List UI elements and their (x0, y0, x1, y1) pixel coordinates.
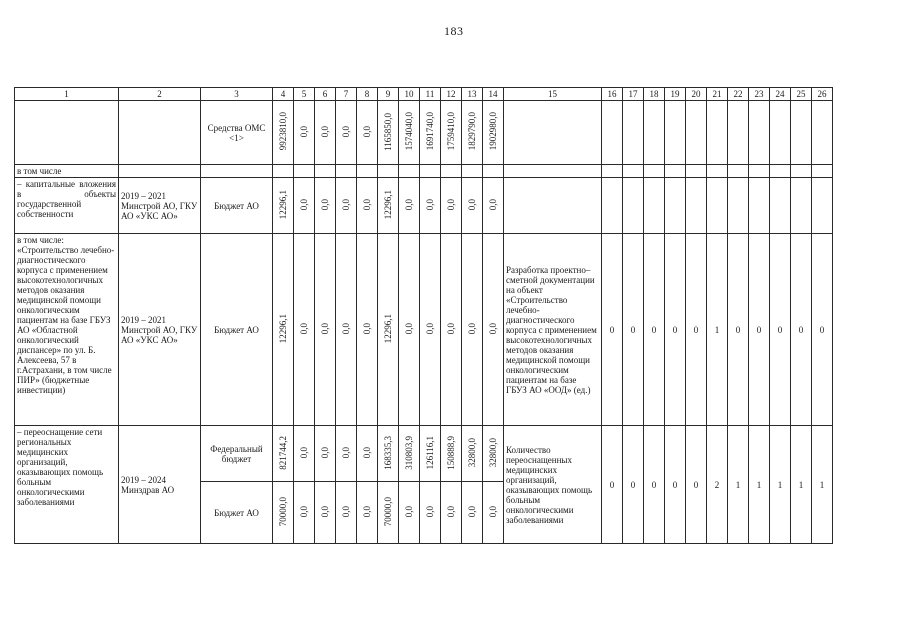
equipment-federal-col10 (399, 426, 420, 482)
capital-col5-text: 0,0 (299, 198, 309, 211)
header-col-10: 10 (399, 88, 420, 101)
capital-col10 (399, 178, 420, 234)
capital-col23 (749, 178, 770, 234)
construction-col14 (483, 234, 504, 426)
oms-col10 (399, 101, 420, 165)
capital-col6-text: 0,0 (320, 198, 330, 211)
capital-col16 (602, 178, 623, 234)
including-col4 (273, 165, 294, 178)
equipment-federal-col7 (336, 426, 357, 482)
equipment-target-col18: 0 (644, 426, 665, 544)
construction-executor: 2019 – 2021 Минстрой АО, ГКУ АО «УКС АО» (119, 234, 201, 426)
equipment-federal-col14-text: 32800,0 (488, 437, 498, 468)
oms-col14 (483, 101, 504, 165)
oms-col16 (602, 101, 623, 165)
construction-target-col20: 0 (686, 234, 707, 426)
equipment-regional-col4-text: 70000,0 (278, 496, 288, 527)
construction-target-col16: 0 (602, 234, 623, 426)
oms-col4 (273, 101, 294, 165)
construction-col9-text: 12296,1 (383, 313, 393, 344)
construction-col7 (336, 234, 357, 426)
including-col3 (201, 165, 273, 178)
header-col-8: 8 (357, 88, 378, 101)
capital-col22 (728, 178, 749, 234)
including-col13 (462, 165, 483, 178)
capital-col24 (770, 178, 791, 234)
equipment-federal-col9-text: 168335,3 (383, 435, 393, 470)
construction-col5-text: 0,0 (299, 322, 309, 335)
equipment-target-col22: 1 (728, 426, 749, 544)
including-col25 (791, 165, 812, 178)
equipment-regional-col5 (294, 482, 315, 544)
oms-col12-text: 1759410,0 (446, 112, 456, 151)
equipment-target-col16: 0 (602, 426, 623, 544)
capital-col11-text: 0,0 (425, 198, 435, 211)
capital-col21 (707, 178, 728, 234)
capital-executor: 2019 – 2021 Минстрой АО, ГКУ АО «УКС АО» (119, 178, 201, 234)
capital-col8-text: 0,0 (362, 198, 372, 211)
including-row (15, 165, 833, 178)
equipment-federal-col4-text: 821744,2 (278, 435, 288, 470)
capital-col10-text: 0,0 (404, 198, 414, 211)
equipment-federal-col7-text: 0,0 (341, 446, 351, 459)
equipment-target-col21: 2 (707, 426, 728, 544)
oms-col11 (420, 101, 441, 165)
capital-col11 (420, 178, 441, 234)
construction-indicator: Разработка проектно– сметной документации на объект «Строительство лечебно-диагностического корпуса с применением высокотехнологичных методов оказания медицинской помощи онкологическим пациентам на базе ГБУЗ АО «ООД» (ед.) (504, 234, 602, 426)
including-col21 (707, 165, 728, 178)
construction-col11-text: 0,0 (425, 322, 435, 335)
header-col-2: 2 (119, 88, 201, 101)
oms-col10-text: 1574040,0 (404, 112, 414, 151)
including-col11 (420, 165, 441, 178)
equipment-federal-col13-text: 32800,0 (467, 437, 477, 468)
equipment-regional-col11-text: 0,0 (425, 505, 435, 518)
oms-col7 (336, 101, 357, 165)
including-col20 (686, 165, 707, 178)
construction-col12-text: 0,0 (446, 322, 456, 335)
oms-col18 (644, 101, 665, 165)
oms-source: Средства ОМС <1> (201, 101, 273, 165)
construction-target-col26: 0 (812, 234, 833, 426)
capital-col26 (812, 178, 833, 234)
oms-col4-text: 9923810,0 (278, 112, 288, 151)
equipment-regional-col14-text: 0,0 (488, 505, 498, 518)
including-col15 (504, 165, 602, 178)
equipment-federal-col14 (483, 426, 504, 482)
oms-col13 (462, 101, 483, 165)
header-col-25: 25 (791, 88, 812, 101)
header-col-18: 18 (644, 88, 665, 101)
oms-col26 (812, 101, 833, 165)
including-col23 (749, 165, 770, 178)
oms-col7-text: 0,0 (341, 125, 351, 138)
capital-source: Бюджет АО (201, 178, 273, 234)
equipment-regional-col4 (273, 482, 294, 544)
oms-col25 (791, 101, 812, 165)
header-col-22: 22 (728, 88, 749, 101)
equipment-target-col25: 1 (791, 426, 812, 544)
header-col-13: 13 (462, 88, 483, 101)
header-col-6: 6 (315, 88, 336, 101)
construction-description: в том числе: «Строительство лечебно-диагностического корпуса с применением высокотехнологичных методов оказания медицинской помощи онкологическим пациентам на базе ГБУЗ АО «Областной онкологический диспансер» по ул. Б. Алексеева, 57 в г.Астрахани, в том числе ПИР» (бюджетные инвестиции) (15, 234, 119, 426)
construction-col7-text: 0,0 (341, 322, 351, 335)
including-col12 (441, 165, 462, 178)
header-col-12: 12 (441, 88, 462, 101)
including-col26 (812, 165, 833, 178)
construction-col13 (462, 234, 483, 426)
including-col22 (728, 165, 749, 178)
oms-col5-text: 0,0 (299, 125, 309, 138)
oms-col19 (665, 101, 686, 165)
including-col9 (378, 165, 399, 178)
header-col-19: 19 (665, 88, 686, 101)
oms-col22 (728, 101, 749, 165)
page-number: 183 (444, 24, 464, 38)
oms-col8-text: 0,0 (362, 125, 372, 138)
equipment-federal-col11-text: 126116,1 (425, 435, 435, 470)
equipment-regional-col10 (399, 482, 420, 544)
oms-col24 (770, 101, 791, 165)
equipment-indicator: Количество переоснащенных медицинских организаций, оказывающих помощь больным онкологическими заболеваниями (504, 426, 602, 544)
capital-col5 (294, 178, 315, 234)
equipment-federal-col9 (378, 426, 399, 482)
oms-col23 (749, 101, 770, 165)
capital-description: – капитальные вложения в объекты государственной собственности (15, 178, 119, 234)
construction-col6-text: 0,0 (320, 322, 330, 335)
construction-row (15, 234, 833, 426)
equipment-federal-col12-text: 150888,9 (446, 435, 456, 470)
construction-target-col24: 0 (770, 234, 791, 426)
equipment-federal-col6 (315, 426, 336, 482)
including-col8 (357, 165, 378, 178)
oms-col9 (378, 101, 399, 165)
construction-target-col18: 0 (644, 234, 665, 426)
equipment-federal-row (15, 426, 833, 482)
capital-col20 (686, 178, 707, 234)
construction-col8-text: 0,0 (362, 322, 372, 335)
capital-col17 (623, 178, 644, 234)
including-col5 (294, 165, 315, 178)
construction-col13-text: 0,0 (467, 322, 477, 335)
construction-col9 (378, 234, 399, 426)
equipment-regional-col13-text: 0,0 (467, 505, 477, 518)
construction-col4 (273, 234, 294, 426)
capital-col13 (462, 178, 483, 234)
including-col17 (623, 165, 644, 178)
equipment-regional-col7 (336, 482, 357, 544)
header-col-24: 24 (770, 88, 791, 101)
capital-col9 (378, 178, 399, 234)
oms-col9-text: 1165850,0 (383, 112, 393, 151)
equipment-federal-col5 (294, 426, 315, 482)
including-col18 (644, 165, 665, 178)
header-col-4: 4 (273, 88, 294, 101)
equipment-description: – переоснащение сети региональных медицинских организаций, оказывающих помощь больным онкологическими заболеваниями (15, 426, 119, 544)
equipment-regional-col8 (357, 482, 378, 544)
header-col-1: 1 (15, 88, 119, 101)
equipment-executor: 2019 – 2024 Минздрав АО (119, 426, 201, 544)
construction-col6 (315, 234, 336, 426)
including-label: в том числе (15, 165, 119, 178)
construction-col12 (441, 234, 462, 426)
oms-col21 (707, 101, 728, 165)
equipment-regional-col7-text: 0,0 (341, 505, 351, 518)
oms-row (15, 101, 833, 165)
capital-col4-text: 12296,1 (278, 189, 288, 220)
construction-target-col21: 1 (707, 234, 728, 426)
construction-target-col25: 0 (791, 234, 812, 426)
oms-col5 (294, 101, 315, 165)
header-row (15, 88, 833, 101)
including-col16 (602, 165, 623, 178)
oms-col15 (504, 101, 602, 165)
equipment-regional-col9-text: 70000,0 (383, 496, 393, 527)
oms-col8 (357, 101, 378, 165)
capital-col14-text: 0,0 (488, 198, 498, 211)
including-col19 (665, 165, 686, 178)
capital-col7-text: 0,0 (341, 198, 351, 211)
header-col-7: 7 (336, 88, 357, 101)
equipment-federal-col5-text: 0,0 (299, 446, 309, 459)
construction-col10-text: 0,0 (404, 322, 414, 335)
capital-col13-text: 0,0 (467, 198, 477, 211)
equipment-regional-col6 (315, 482, 336, 544)
oms-col20 (686, 101, 707, 165)
capital-col14 (483, 178, 504, 234)
equipment-regional-col12 (441, 482, 462, 544)
oms-executor (119, 101, 201, 165)
capital-col7 (336, 178, 357, 234)
capital-col12-text: 0,0 (446, 198, 456, 211)
equipment-federal-col4 (273, 426, 294, 482)
construction-col10 (399, 234, 420, 426)
construction-col14-text: 0,0 (488, 322, 498, 335)
equipment-federal-col10-text: 310803,9 (404, 435, 414, 470)
capital-row (15, 178, 833, 234)
including-col6 (315, 165, 336, 178)
construction-source: Бюджет АО (201, 234, 273, 426)
capital-col4 (273, 178, 294, 234)
header-col-9: 9 (378, 88, 399, 101)
capital-col25 (791, 178, 812, 234)
equipment-regional-col11 (420, 482, 441, 544)
header-col-5: 5 (294, 88, 315, 101)
equipment-regional-col10-text: 0,0 (404, 505, 414, 518)
equipment-target-col26: 1 (812, 426, 833, 544)
including-col14 (483, 165, 504, 178)
header-col-23: 23 (749, 88, 770, 101)
capital-col6 (315, 178, 336, 234)
equipment-target-col24: 1 (770, 426, 791, 544)
equipment-target-col23: 1 (749, 426, 770, 544)
header-col-20: 20 (686, 88, 707, 101)
equipment-federal-col8-text: 0,0 (362, 446, 372, 459)
construction-target-col17: 0 (623, 234, 644, 426)
capital-col15 (504, 178, 602, 234)
header-col-11: 11 (420, 88, 441, 101)
equipment-regional-col6-text: 0,0 (320, 505, 330, 518)
including-col10 (399, 165, 420, 178)
oms-col12 (441, 101, 462, 165)
capital-col9-text: 12296,1 (383, 189, 393, 220)
including-col2 (119, 165, 201, 178)
header-col-26: 26 (812, 88, 833, 101)
oms-col13-text: 1829790,0 (467, 112, 477, 151)
equipment-regional-col13 (462, 482, 483, 544)
oms-col17 (623, 101, 644, 165)
construction-col5 (294, 234, 315, 426)
equipment-regional-col8-text: 0,0 (362, 505, 372, 518)
equipment-regional-col5-text: 0,0 (299, 505, 309, 518)
construction-col11 (420, 234, 441, 426)
including-col7 (336, 165, 357, 178)
oms-col6-text: 0,0 (320, 125, 330, 138)
header-col-21: 21 (707, 88, 728, 101)
header-col-15: 15 (504, 88, 602, 101)
including-col24 (770, 165, 791, 178)
capital-col8 (357, 178, 378, 234)
construction-target-col19: 0 (665, 234, 686, 426)
equipment-federal-col13 (462, 426, 483, 482)
capital-col12 (441, 178, 462, 234)
equipment-federal-col11 (420, 426, 441, 482)
oms-col6 (315, 101, 336, 165)
equipment-federal-source: Федеральный бюджет (201, 426, 273, 482)
equipment-target-col19: 0 (665, 426, 686, 544)
equipment-target-col20: 0 (686, 426, 707, 544)
equipment-regional-col9 (378, 482, 399, 544)
capital-col18 (644, 178, 665, 234)
equipment-federal-col12 (441, 426, 462, 482)
equipment-regional-col14 (483, 482, 504, 544)
oms-col14-text: 1902980,0 (488, 112, 498, 151)
equipment-federal-col6-text: 0,0 (320, 446, 330, 459)
construction-col8 (357, 234, 378, 426)
equipment-regional-source: Бюджет АО (201, 482, 273, 544)
construction-target-col23: 0 (749, 234, 770, 426)
header-col-16: 16 (602, 88, 623, 101)
construction-target-col22: 0 (728, 234, 749, 426)
equipment-federal-col8 (357, 426, 378, 482)
equipment-target-col17: 0 (623, 426, 644, 544)
oms-col11-text: 1691740,0 (425, 112, 435, 151)
header-col-14: 14 (483, 88, 504, 101)
equipment-regional-col12-text: 0,0 (446, 505, 456, 518)
program-table (14, 87, 833, 544)
header-col-3: 3 (201, 88, 273, 101)
construction-col4-text: 12296,1 (278, 313, 288, 344)
capital-col19 (665, 178, 686, 234)
oms-description (15, 101, 119, 165)
header-col-17: 17 (623, 88, 644, 101)
